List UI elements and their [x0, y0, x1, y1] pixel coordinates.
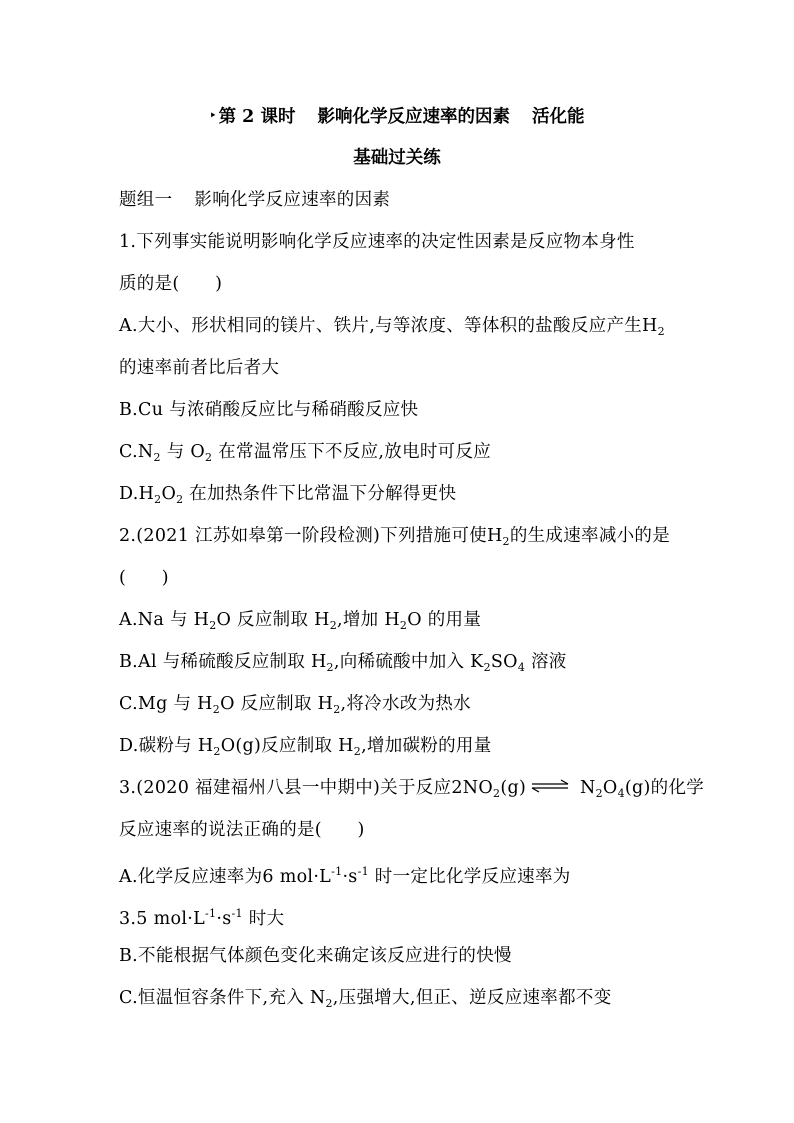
q3-a-t: A.化学反应速率为6 mol·L [119, 867, 332, 887]
q1-stem-line2: 质的是( ) [119, 274, 223, 294]
q2-a-t: O 的用量 [407, 610, 482, 630]
q2-option-d [119, 734, 492, 764]
q3-c-s: 2 [325, 997, 333, 1010]
q2-d-t: O(g)反应制取 H [220, 736, 354, 756]
q2-d-s: 2 [213, 745, 221, 758]
q2-b-s: 2 [483, 661, 491, 674]
q2-d-t: D.碳粉与 H [119, 736, 214, 756]
q2-option-c [119, 692, 471, 722]
q2-b-s: 4 [517, 661, 526, 674]
q1-a-sub: 2 [657, 325, 665, 338]
q2-c-t: ,将冷水改为热水 [340, 694, 471, 714]
q1-d-t2: O [161, 484, 177, 504]
q3-stem-s: 4 [617, 787, 625, 800]
lesson-number: 第 2 课时 [218, 107, 296, 127]
title-marker-icon: ‣ [209, 109, 217, 122]
q1-stem-line1: 1.下列事实能说明影响化学反应速率的决定性因素是反应物本身性 [119, 232, 635, 252]
q2-c-s: 2 [212, 703, 221, 716]
q3-a2-t: 时大 [242, 909, 285, 929]
q3-option-c [119, 986, 612, 1016]
q3-option-a-line2 [119, 902, 284, 931]
q3-a2-sup: -1 [205, 907, 217, 920]
q1-option-c [119, 440, 491, 470]
group-heading [119, 188, 390, 212]
q1-option-d [119, 482, 456, 512]
q1-a-text: A.大小、形状相同的镁片、铁片,与等浓度、等体积的盐酸反应产生H [119, 316, 658, 336]
q3-a2-sup: -1 [231, 907, 243, 920]
q3-option-a-line1 [119, 860, 571, 889]
q3-stem-line1 [119, 776, 704, 806]
q2-a-t: A.Na 与 H [119, 610, 210, 630]
q3-stem-t: (g)的化学 [624, 778, 705, 798]
q2-b-s: 2 [326, 661, 334, 674]
q1-option-b: B.Cu 与浓硝酸反应比与稀硝酸反应快 [119, 400, 419, 420]
q1-c-s1: 2 [153, 451, 161, 464]
q2-a-s: 2 [209, 619, 217, 632]
q3-a-sup: -1 [357, 865, 369, 878]
q2-a-t: O 反应制取 H [216, 610, 330, 630]
q3-stem-t: N [574, 778, 596, 798]
q3-option-b: B.不能根据气体颜色变化来确定该反应进行的快慢 [119, 946, 512, 966]
q2-stem-line2: ( ) [119, 568, 169, 588]
lesson-title [0, 104, 794, 129]
q2-c-s: 2 [333, 703, 341, 716]
q3-c-t: C.恒温恒容条件下,充入 N [119, 988, 326, 1008]
q2-b-t: SO [490, 652, 518, 672]
q1-option-a-line1 [119, 314, 665, 344]
q2-a-s: 2 [399, 619, 408, 632]
q2-option-a [119, 608, 481, 638]
q1-d-t3: 在加热条件下比常温下分解得更快 [183, 484, 457, 504]
q2-d-t: ,增加碳粉的用量 [361, 736, 492, 756]
group-label: 题组一 [119, 190, 173, 210]
q3-a-sup: -1 [331, 865, 343, 878]
q2-a-s: 2 [329, 619, 337, 632]
q3-stem-s: 2 [595, 787, 603, 800]
q2-c-t: C.Mg 与 H [119, 694, 213, 714]
q3-a-t: ·s [342, 867, 358, 887]
q1-d-t1: D.H [119, 484, 155, 504]
group-title: 影响化学反应速率的因素 [194, 190, 391, 210]
q1-c-t3: 在常温常压下不反应,放电时可反应 [212, 442, 492, 462]
q3-stem-line2: 反应速率的说法正确的是( ) [119, 820, 365, 840]
q2-b-t: B.Al 与稀硫酸反应制取 H [119, 652, 327, 672]
q2-stem-line1 [119, 524, 670, 554]
q2-option-b [119, 650, 567, 680]
q2-stem-t1: 2.(2021 江苏如皋第一阶段检测)下列措施可使H [119, 526, 503, 546]
q2-b-t: 溶液 [525, 652, 567, 672]
q2-c-t: O 反应制取 H [220, 694, 334, 714]
q1-c-t1: C.N [119, 442, 154, 462]
q3-a2-t: 3.5 mol·L [119, 909, 206, 929]
q1-d-s1: 2 [154, 493, 162, 506]
q3-c-t: ,压强增大,但正、逆反应速率都不变 [332, 988, 612, 1008]
q1-c-s2: 2 [205, 451, 213, 464]
q2-d-s: 2 [353, 745, 362, 758]
q2-b-t: ,向稀硫酸中加入 K [333, 652, 484, 672]
q1-option-a-line2: 的速率前者比后者大 [119, 358, 280, 378]
q3-stem-s: 2 [493, 787, 501, 800]
q3-stem-t: O [602, 778, 618, 798]
q2-stem-t2: 的生成速率减小的是 [509, 526, 671, 546]
q1-d-s2: 2 [176, 493, 184, 506]
q1-c-t2: 与 O [160, 442, 206, 462]
q3-a-t: 时一定比化学反应速率为 [368, 867, 571, 887]
equilibrium-arrow-icon [530, 779, 570, 793]
lesson-topic: 影响化学反应速率的因素 [317, 107, 510, 127]
q3-stem-t: 3.(2020 福建福州八县一中期中)关于反应2NO [119, 778, 494, 798]
q2-a-t: ,增加 H [337, 610, 400, 630]
q2-stem-s1: 2 [502, 535, 510, 548]
q3-stem-t: (g) [500, 778, 527, 798]
section-title: 基础过关练 [353, 148, 441, 168]
q3-a2-t: ·s [216, 909, 232, 929]
lesson-topic-2: 活化能 [531, 107, 585, 127]
